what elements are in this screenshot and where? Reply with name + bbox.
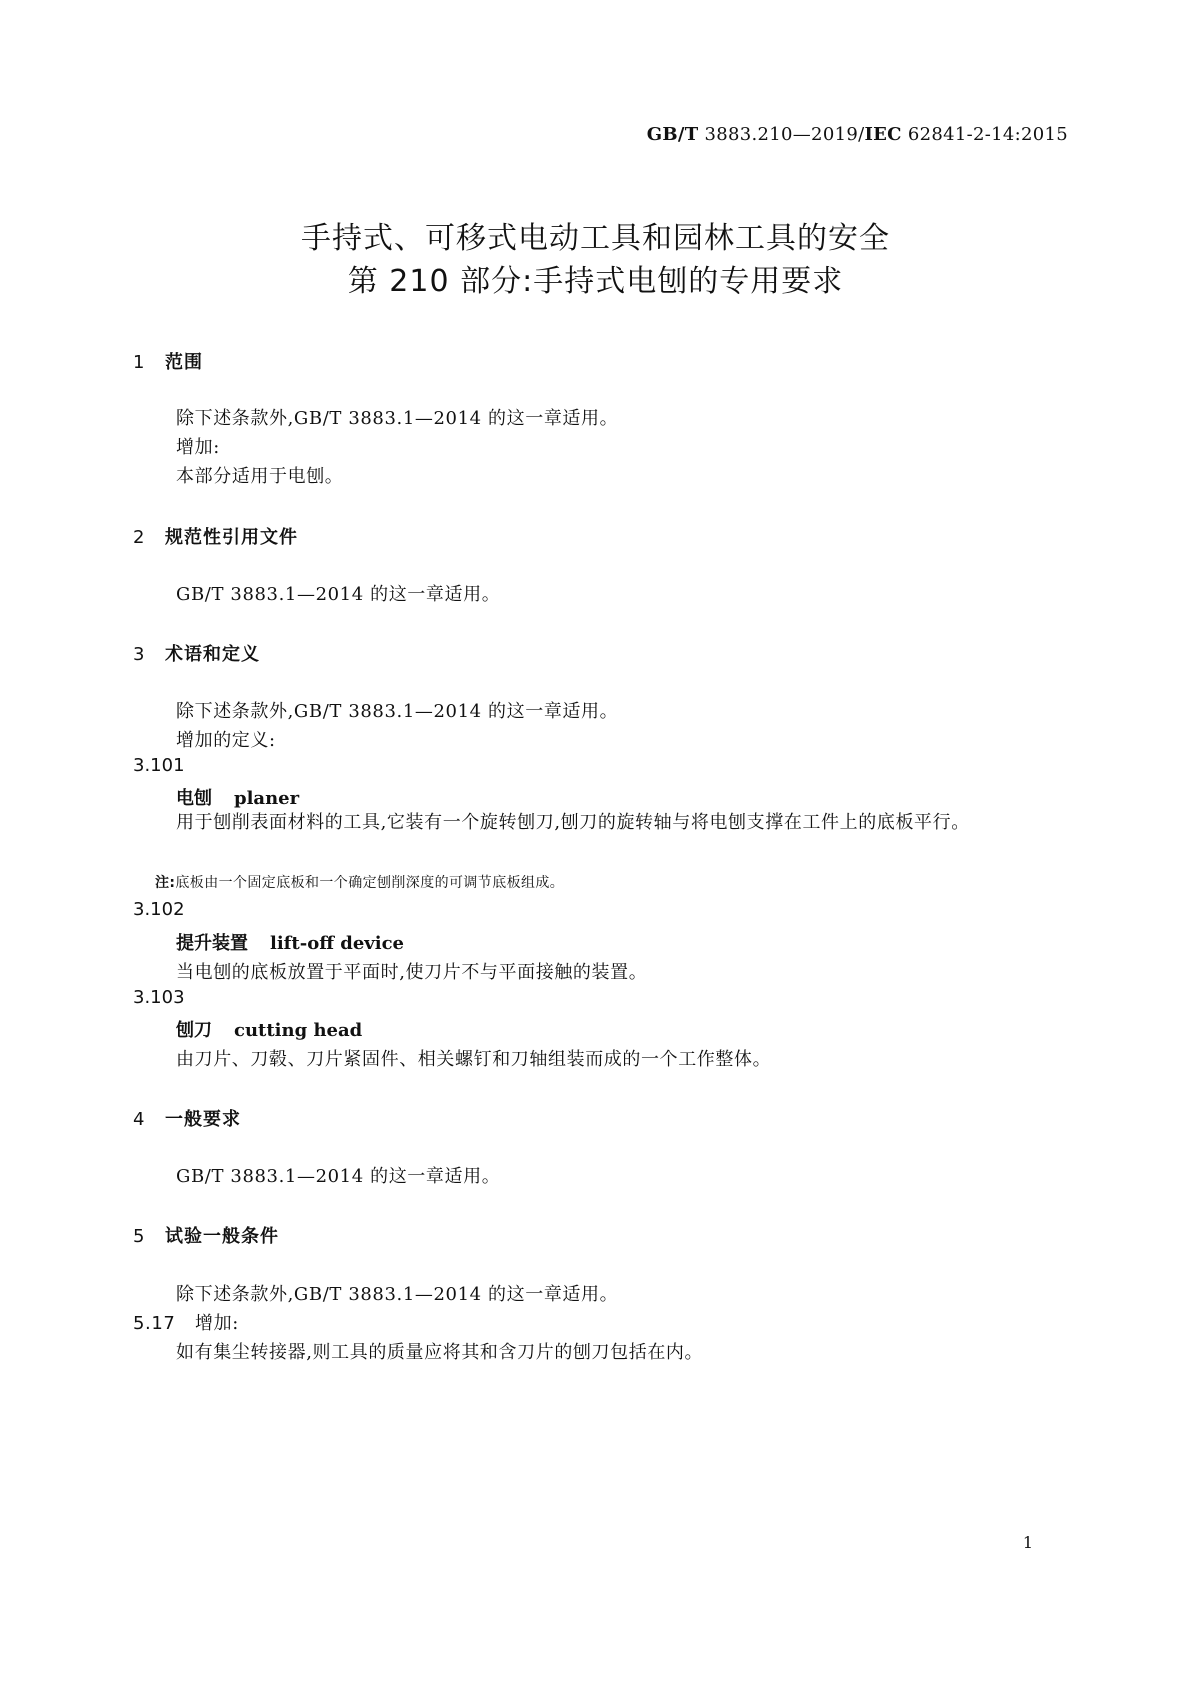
term-zh: 提升装置 (176, 933, 248, 954)
section-number: 2 (133, 527, 146, 548)
section-title: 试验一般条件 (165, 1226, 279, 1247)
standard-code (647, 124, 1068, 145)
section-5-heading (133, 1222, 279, 1248)
standard-code-number: 3883.210—2019/ (698, 124, 865, 145)
standard-code-prefix: GB/T (646, 124, 699, 145)
section-4-heading (133, 1105, 241, 1131)
term-3-102-definition: 当电刨的底板放置于平面时,使刀片不与平面接触的装置。 (176, 962, 648, 983)
clause-5-17 (133, 1309, 239, 1335)
note-label: 注: (155, 875, 176, 891)
section-3-para-1: 除下述条款外,GB/T 3883.1—2014 的这一章适用。 (176, 701, 619, 722)
clause-label: 增加: (195, 1313, 239, 1334)
section-title: 范围 (165, 352, 203, 373)
section-1-para-3: 本部分适用于电刨。 (176, 466, 344, 487)
term-3-103 (176, 1016, 362, 1042)
section-1-para-1: 除下述条款外,GB/T 3883.1—2014 的这一章适用。 (176, 408, 619, 429)
section-5-para-1: 除下述条款外,GB/T 3883.1—2014 的这一章适用。 (176, 1284, 619, 1305)
section-title: 规范性引用文件 (165, 527, 298, 548)
section-2-heading (133, 523, 298, 549)
section-title: 一般要求 (165, 1109, 241, 1130)
term-en: cutting head (234, 1020, 363, 1041)
section-number: 5 (133, 1226, 146, 1247)
section-4-para-1: GB/T 3883.1—2014 的这一章适用。 (176, 1166, 501, 1187)
term-3-101-number: 3.101 (133, 755, 185, 776)
section-3-para-2: 增加的定义: (176, 730, 276, 751)
term-zh: 电刨 (176, 788, 212, 809)
term-3-102 (176, 929, 404, 955)
term-3-101 (176, 784, 299, 810)
document-title-line1: 手持式、可移式电动工具和园林工具的安全 (301, 221, 890, 256)
clause-5-17-text: 如有集尘转接器,则工具的质量应将其和含刀片的刨刀包括在内。 (176, 1342, 704, 1363)
term-3-101-definition: 用于刨削表面材料的工具,它装有一个旋转刨刀,刨刀的旋转轴与将电刨支撑在工件上的底板平行。 (176, 812, 970, 833)
document-title-line2: 第 210 部分:手持式电刨的专用要求 (347, 264, 844, 299)
page-number: 1 (1022, 1533, 1033, 1552)
section-number: 4 (133, 1109, 146, 1130)
clause-number: 5.17 (133, 1313, 176, 1334)
term-3-101-note (155, 872, 564, 892)
standard-code-iec-number: 62841-2-14:2015 (901, 124, 1068, 145)
section-3-heading (133, 640, 260, 666)
section-title: 术语和定义 (165, 644, 260, 665)
term-3-102-number: 3.102 (133, 899, 185, 920)
section-number: 3 (133, 644, 146, 665)
section-number: 1 (133, 352, 146, 373)
note-text: 底板由一个固定底板和一个确定刨削深度的可调节底板组成。 (175, 875, 565, 891)
section-1-para-2: 增加: (176, 437, 220, 458)
term-en: planer (234, 788, 300, 809)
term-en: lift-off device (270, 933, 404, 954)
term-3-103-number: 3.103 (133, 987, 185, 1008)
section-2-para-1: GB/T 3883.1—2014 的这一章适用。 (176, 584, 501, 605)
standard-code-iec: IEC (864, 124, 902, 145)
section-1-heading (133, 348, 203, 374)
term-zh: 刨刀 (176, 1020, 212, 1041)
term-3-103-definition: 由刀片、刀毂、刀片紧固件、相关螺钉和刀轴组装而成的一个工作整体。 (176, 1049, 772, 1070)
